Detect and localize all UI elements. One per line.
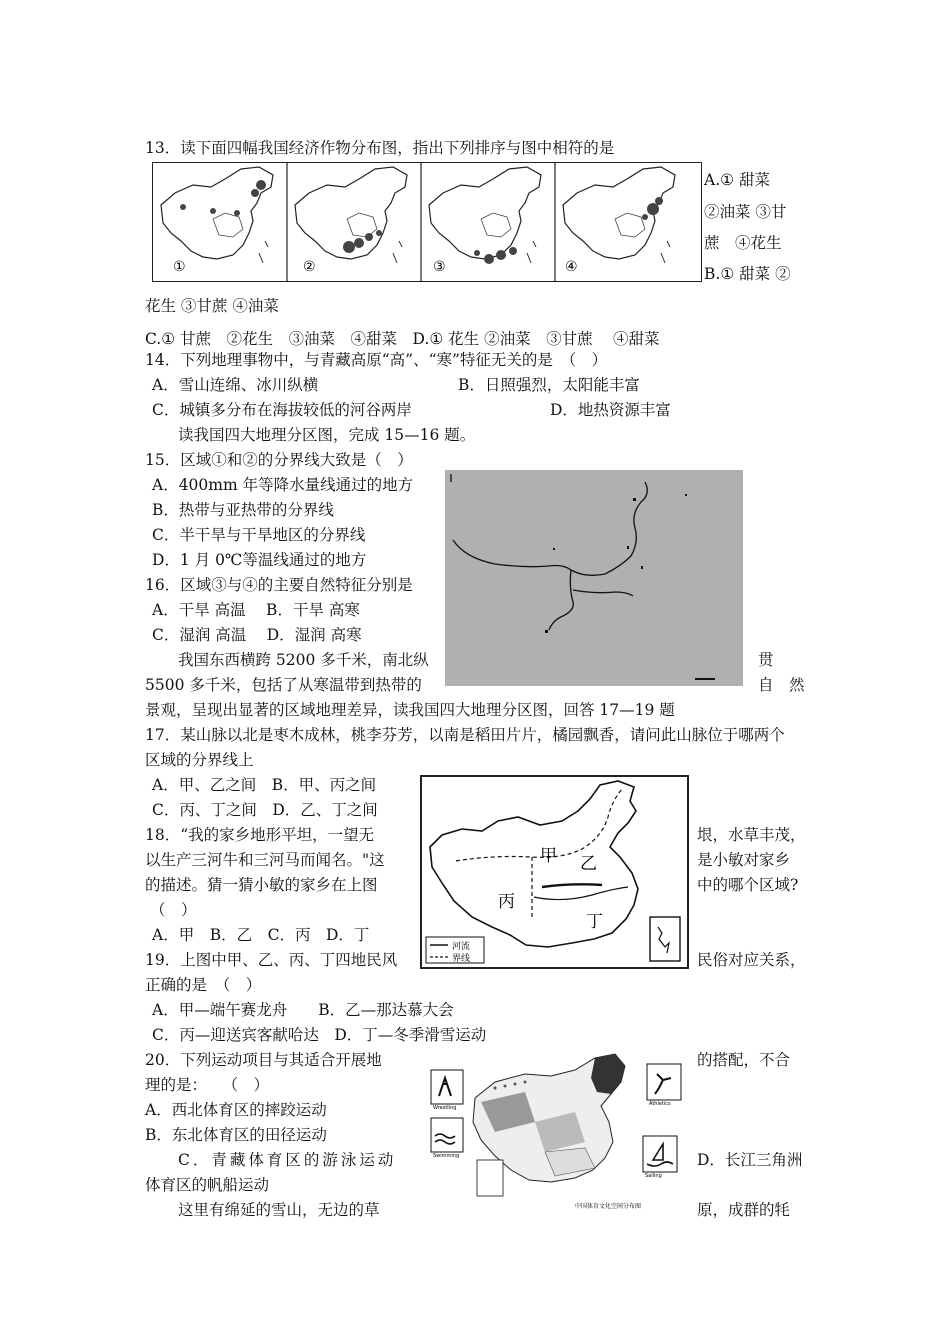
q18-line2a: 以生产三河牛和三河马而闻名。"这 — [145, 851, 385, 869]
q20-option-b: B．东北体育区的田径运动 — [145, 1126, 327, 1144]
tail-line-b: 原，成群的牦 — [697, 1201, 791, 1219]
q20-line2: 理的是： （ ） — [145, 1076, 270, 1094]
map-label-jia: 甲 — [540, 846, 557, 866]
q16-option-cd: C．湿润 高温 D．湿润 高寒 — [152, 626, 362, 644]
q17-stem-1: 17．某山脉以北是枣木成林，桃李芬芳，以南是稻田片片，橘园飘香，请问此山脉位于哪两个 — [145, 726, 785, 744]
q17-stem-2: 区域的分界线上 — [145, 751, 254, 769]
q14-stem: 14．下列地理事物中，与青藏高原“高”、“寒”特征无关的是 （ ） — [145, 351, 608, 369]
q15-option-d: D．1 月 0℃等温线通过的地方 — [152, 551, 367, 569]
intro-17-19-line1a: 我国东西横跨 5200 多千米，南北纵 — [178, 651, 429, 669]
q20-option-d: D．长江三角洲 — [697, 1151, 803, 1169]
q13-stem: 13．读下面四幅我国经济作物分布图，指出下列排序与图中相符的是 — [145, 139, 615, 157]
icon-wrestling-label: Wrestling — [433, 1105, 457, 1111]
q13-option-b2: 花生 ③甘蔗 ④油菜 — [145, 297, 279, 315]
icon-athletics-label: Athletics — [649, 1101, 671, 1107]
q14-option-b: B．日照强烈，太阳能丰富 — [458, 376, 640, 394]
four-regions-map — [445, 470, 743, 686]
q19-option-cd: C．丙—迎送宾客献哈达 D．丁—冬季滑雪运动 — [152, 1026, 487, 1044]
q13-option-cd: C.① 甘蔗 ②花生 ③油菜 ④甜菜 D.① 花生 ②油菜 ③甘蔗 ④甜菜 — [145, 330, 660, 348]
q18-line3b: 中的哪个区域? — [697, 876, 799, 894]
q15-stem: 15．区域①和②的分界线大致是（ ） — [145, 451, 413, 469]
map-label-ding: 丁 — [586, 912, 603, 932]
q19-line2: 正确的是 （ ） — [145, 976, 262, 994]
q15-option-c: C．半干旱与干旱地区的分界线 — [152, 526, 366, 544]
q14-option-c: C．城镇多分布在海拔较低的河谷两岸 — [152, 401, 412, 419]
q18-line2b: 是小敏对家乡 — [697, 851, 791, 869]
tail-line-a: 这里有绵延的雪山，无边的草 — [178, 1201, 380, 1219]
legend-river: 河流 — [452, 942, 471, 952]
q18-line4: （ ） — [150, 901, 197, 919]
map-label-yi: 乙 — [580, 854, 597, 874]
q13-option-a3: 蔗 ④花生 — [704, 234, 782, 252]
icon-sailing-label: Sailing — [645, 1173, 662, 1179]
intro-17-19-line2a: 5500 多千米，包括了从寒温带到热带的 — [145, 676, 422, 694]
map-label-3: ③ — [433, 259, 446, 275]
q17-option-ab: A．甲、乙之间 B．甲、丙之间 — [152, 776, 377, 794]
q20-line1a: 20．下列运动项目与其适合开展地 — [145, 1051, 382, 1069]
q13-option-a1: A.① 甜菜 — [704, 171, 770, 189]
q16-stem: 16．区域③与④的主要自然特征分别是 — [145, 576, 413, 594]
q13-option-a2: ②油菜 ③甘 — [704, 203, 787, 221]
intro-15-16: 读我国四大地理分区图，完成 15—16 题。 — [178, 426, 476, 444]
q19-line1b: 民俗对应关系， — [697, 951, 806, 969]
regions-map-jia-yi-bing-ding — [420, 775, 689, 969]
q20-line1b: 的搭配，不合 — [697, 1051, 791, 1069]
map-label-2: ② — [303, 259, 316, 275]
legend-border: 界线 — [452, 954, 471, 964]
intro-17-19-line3: 景观，呈现出显著的区域地理差异，读我国四大地理分区图，回答 17—19 题 — [145, 701, 675, 719]
q20-option-d-cont: 体育区的帆船运动 — [145, 1176, 270, 1194]
q18-line1b: 垠，水草丰茂， — [697, 826, 806, 844]
map-label-1: ① — [173, 259, 186, 275]
sports-culture-map — [425, 1052, 687, 1212]
q18-line1a: 18．“我的家乡地形平坦，一望无 — [145, 826, 375, 844]
q20-option-c: C．青藏体育区的游泳运动 — [178, 1151, 397, 1169]
q16-option-ab: A．干旱 高温 B．干旱 高寒 — [152, 601, 360, 619]
icon-swimming-label: Swimming — [433, 1153, 460, 1159]
q18-options: A．甲 B．乙 C．丙 D．丁 — [152, 926, 370, 944]
map-label-bing: 丙 — [498, 892, 515, 912]
map-label-4: ④ — [565, 259, 578, 275]
q13-option-b1: B.① 甜菜 ② — [704, 265, 791, 283]
q19-line1a: 19．上图中甲、乙、丙、丁四地民风 — [145, 951, 398, 969]
q19-option-ab: A．甲—端午赛龙舟 B．乙—那达慕大会 — [152, 1001, 454, 1019]
crop-maps-figure — [152, 162, 702, 282]
q14-option-d: D．地热资源丰富 — [550, 401, 671, 419]
q20-option-a: A．西北体育区的摔跤运动 — [145, 1101, 327, 1119]
q17-option-cd: C．丙、丁之间 D．乙、丁之间 — [152, 801, 378, 819]
sports-map-caption: 中国体育文化空间分布图 — [575, 1203, 642, 1210]
q15-option-b: B．热带与亚热带的分界线 — [152, 501, 334, 519]
q14-option-a: A．雪山连绵、冰川纵横 — [152, 376, 319, 394]
q18-line3a: 的描述。猜一猜小敏的家乡在上图 — [145, 876, 378, 894]
intro-17-19-line1b: 贯 — [758, 651, 774, 669]
q15-option-a: A．400mm 年等降水量线通过的地方 — [152, 476, 414, 494]
intro-17-19-line2b: 自 然 — [758, 676, 805, 694]
